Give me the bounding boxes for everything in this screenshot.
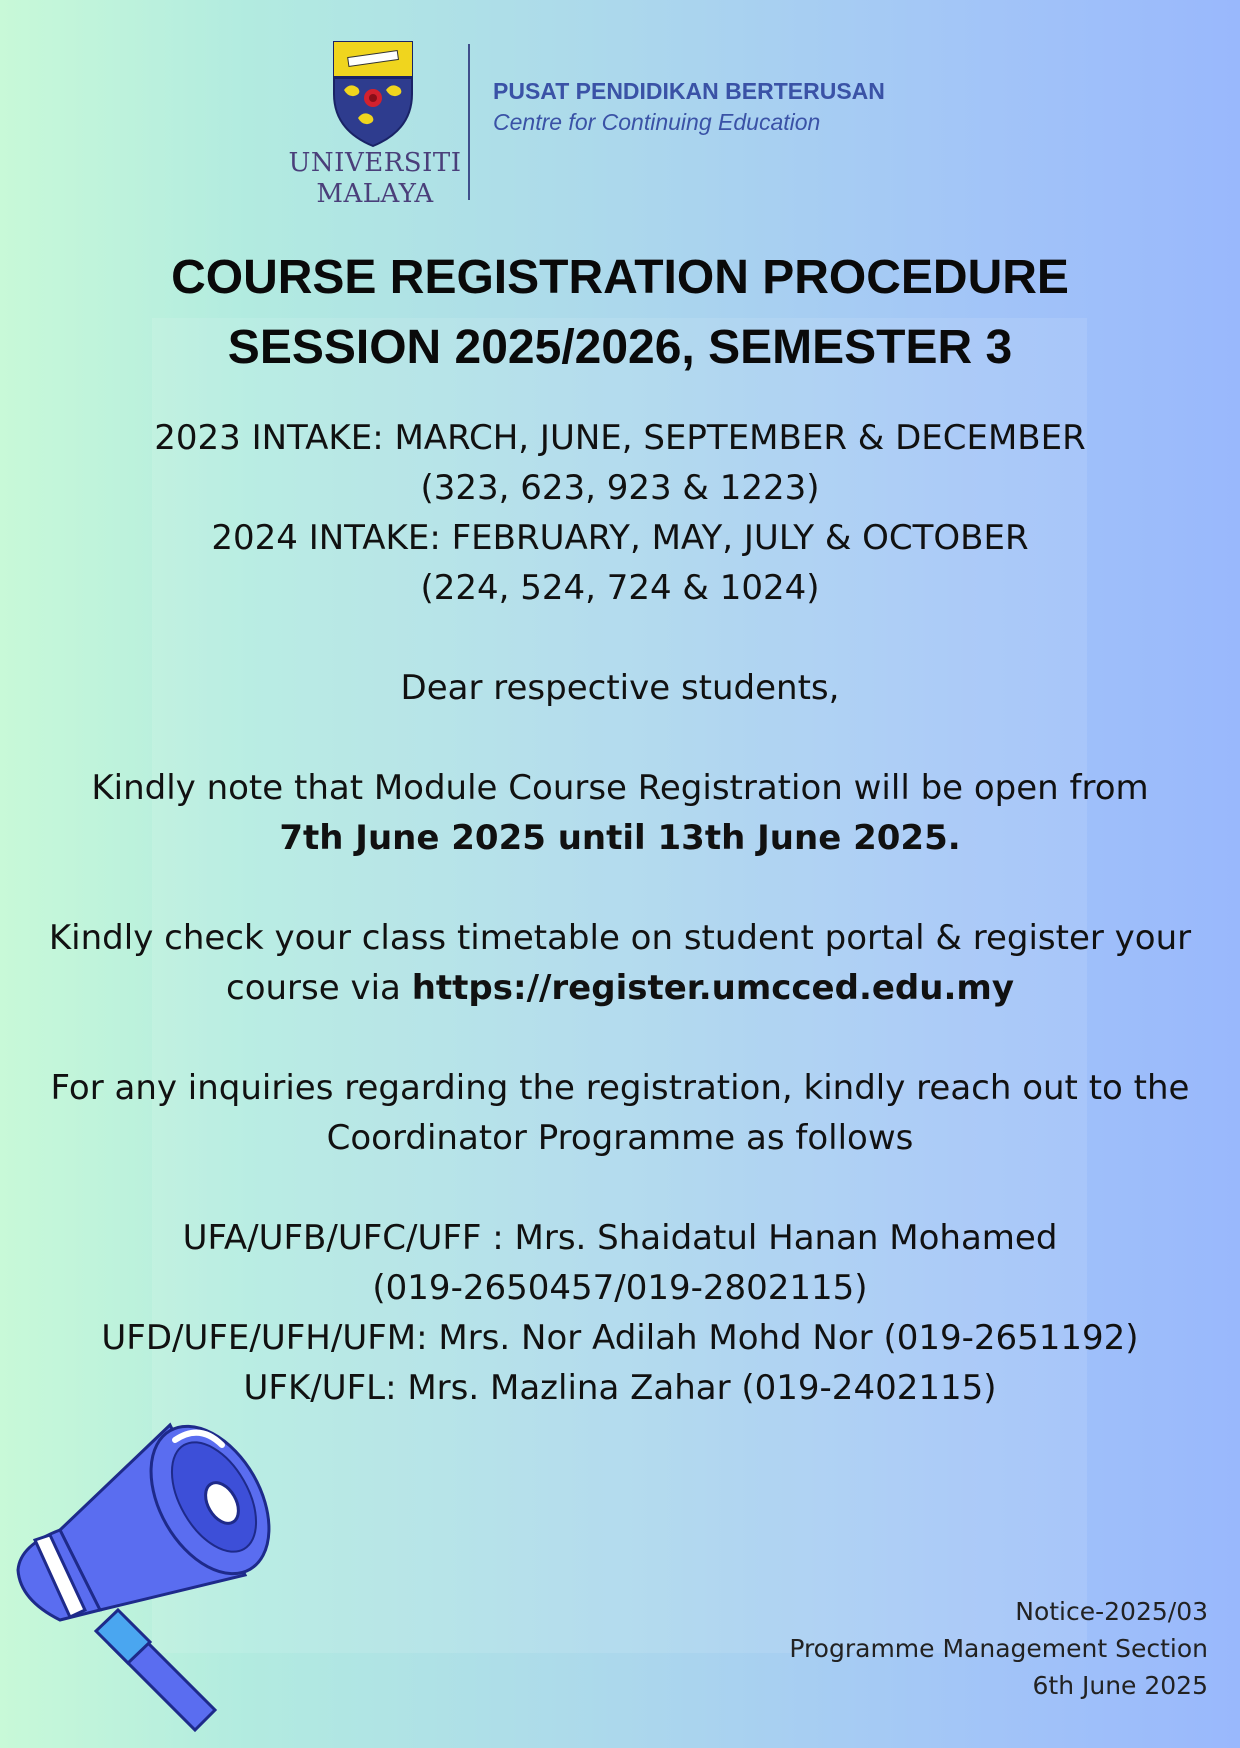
timetable-instruction-line2 — [0, 968, 1240, 1008]
university-name-line1: UNIVERSITI — [288, 148, 462, 178]
page-title-line2: SESSION 2025/2026, SEMESTER 3 — [227, 321, 1013, 374]
university-name — [285, 148, 465, 210]
timetable-line2-prefix: course via — [226, 968, 412, 1008]
notice-number: Notice-2025/03 — [1015, 1597, 1208, 1626]
coordinator-line2: (019-2650457/019-2802115) — [372, 1268, 868, 1308]
notice-date: 6th June 2025 — [1032, 1671, 1208, 1700]
university-logo — [285, 38, 465, 214]
intake-2024-label: 2024 INTAKE: FEBRUARY, MAY, JULY & OCTOBER — [211, 518, 1029, 558]
intake-2023-codes: (323, 623, 923 & 1223) — [420, 468, 820, 508]
university-crest-icon — [328, 38, 418, 148]
coordinator-line3: UFD/UFE/UFH/UFM: Mrs. Nor Adilah Mohd Nor (019-2651192) — [101, 1318, 1139, 1358]
registration-note: Kindly note that Module Course Registration will be open from — [91, 768, 1149, 808]
intake-2024-codes: (224, 524, 724 & 1024) — [420, 568, 820, 608]
header-divider — [468, 44, 470, 200]
megaphone-icon — [0, 1405, 320, 1735]
timetable-instruction-line1: Kindly check your class timetable on student portal & register your — [48, 918, 1192, 958]
registration-link[interactable]: https://register.umcced.edu.my — [411, 968, 1014, 1008]
intake-2023-label: 2023 INTAKE: MARCH, JUNE, SEPTEMBER & DECEMBER — [154, 418, 1086, 458]
university-name-line2: MALAYA — [316, 179, 434, 209]
header — [285, 38, 925, 214]
centre-name-english: Centre for Continuing Education — [493, 109, 821, 135]
coordinator-line4: UFK/UFL: Mrs. Mazlina Zahar (019-2402115) — [243, 1368, 997, 1408]
registration-dates: 7th June 2025 until 13th June 2025. — [279, 818, 961, 858]
greeting: Dear respective students, — [400, 668, 840, 708]
inquiry-line1: For any inquiries regarding the registration, kindly reach out to the — [50, 1068, 1190, 1108]
coordinator-line1: UFA/UFB/UFC/UFF : Mrs. Shaidatul Hanan Mohamed — [182, 1218, 1058, 1258]
centre-name-malay: PUSAT PENDIDIKAN BERTERUSAN — [493, 78, 885, 104]
inquiry-line2: Coordinator Programme as follows — [326, 1118, 914, 1158]
issuing-section: Programme Management Section — [789, 1634, 1208, 1663]
page-title-line1: COURSE REGISTRATION PROCEDURE — [171, 251, 1069, 304]
